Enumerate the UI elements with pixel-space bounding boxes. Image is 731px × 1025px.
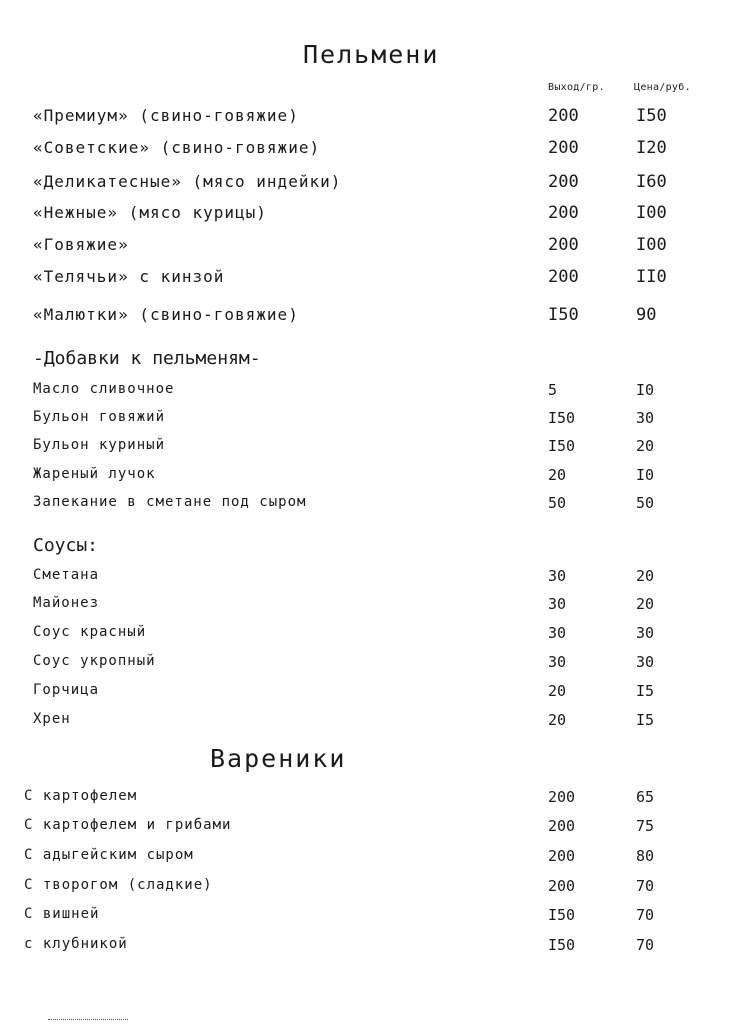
item-name: С картофелем — [24, 788, 138, 804]
item-name: С картофелем и грибами — [24, 817, 232, 833]
item-name: «Деликатесные» (мясо индейки) — [33, 172, 342, 191]
item-price: 20 — [636, 567, 655, 585]
item-name: Соус красный — [33, 624, 147, 640]
item-name: Майонез — [33, 595, 100, 611]
yield-column-header: Выход/гр. — [548, 82, 605, 93]
item-price: I0 — [636, 466, 655, 484]
item-name: Сметана — [33, 567, 100, 583]
item-yield: 30 — [548, 624, 567, 642]
item-price: 70 — [636, 877, 655, 895]
item-price: 50 — [636, 494, 655, 512]
item-yield: 30 — [548, 595, 567, 613]
item-price: 70 — [636, 906, 655, 924]
item-price: 30 — [636, 409, 655, 427]
item-yield: 200 — [548, 235, 579, 255]
item-yield: 20 — [548, 682, 567, 700]
item-yield: 200 — [548, 106, 579, 126]
item-name: с клубникой — [24, 936, 128, 952]
item-yield: 200 — [548, 877, 576, 895]
item-yield: 200 — [548, 817, 576, 835]
item-price: I5 — [636, 682, 655, 700]
item-name: «Малютки» (свино-говяжие) — [33, 305, 299, 324]
item-yield: I50 — [548, 305, 579, 325]
item-name: «Нежные» (мясо курицы) — [33, 203, 267, 222]
item-yield: 200 — [548, 847, 576, 865]
item-price: 70 — [636, 936, 655, 954]
item-name: Жареный лучок — [33, 466, 156, 482]
item-price: I50 — [636, 106, 667, 126]
vareniki-title: Вареники — [210, 744, 347, 773]
item-price: I00 — [636, 203, 667, 223]
item-name: «Премиум» (свино-говяжие) — [33, 106, 299, 125]
item-yield: 200 — [548, 138, 579, 158]
item-price: 65 — [636, 788, 655, 806]
item-price: I20 — [636, 138, 667, 158]
item-price: I0 — [636, 381, 655, 399]
item-name: Бульон куриный — [33, 437, 166, 453]
item-name: Запекание в сметане под сыром — [33, 494, 307, 510]
item-yield: 50 — [548, 494, 567, 512]
item-price: I00 — [636, 235, 667, 255]
item-yield: 20 — [548, 711, 567, 729]
item-name: Бульон говяжий — [33, 409, 166, 425]
item-name: Соус укропный — [33, 653, 156, 669]
item-yield: I50 — [548, 936, 576, 954]
item-yield: 200 — [548, 267, 579, 287]
item-yield: 30 — [548, 567, 567, 585]
item-name: «Говяжие» — [33, 235, 129, 254]
item-name: Горчица — [33, 682, 100, 698]
item-yield: I50 — [548, 409, 576, 427]
item-yield: 20 — [548, 466, 567, 484]
price-column-header: Цена/руб. — [634, 82, 691, 93]
item-name: С вишней — [24, 906, 100, 922]
item-yield: 200 — [548, 172, 579, 192]
sauces-title: Соусы: — [33, 535, 99, 556]
item-price: 75 — [636, 817, 655, 835]
pelmeni-title: Пельмени — [303, 40, 440, 69]
item-name: «Телячьи» с кинзой — [33, 267, 225, 286]
item-yield: 30 — [548, 653, 567, 671]
item-name: Масло сливочное — [33, 381, 175, 397]
additions-title: -Добавки к пельменям- — [33, 348, 261, 369]
item-price: 20 — [636, 437, 655, 455]
item-price: II0 — [636, 267, 667, 287]
item-name: «Советские» (свино-говяжие) — [33, 138, 321, 157]
item-price: 80 — [636, 847, 655, 865]
item-price: 20 — [636, 595, 655, 613]
item-price: I60 — [636, 172, 667, 192]
item-name: С адыгейским сыром — [24, 847, 194, 863]
item-price: 30 — [636, 653, 655, 671]
item-yield: I50 — [548, 906, 576, 924]
item-yield: 200 — [548, 203, 579, 223]
item-yield: I50 — [548, 437, 576, 455]
item-name: Хрен — [33, 711, 71, 727]
scan-edge-mark — [48, 1019, 128, 1025]
item-price: I5 — [636, 711, 655, 729]
item-yield: 5 — [548, 381, 558, 399]
item-yield: 200 — [548, 788, 576, 806]
item-price: 90 — [636, 305, 657, 325]
item-price: 30 — [636, 624, 655, 642]
item-name: С творогом (сладкие) — [24, 877, 213, 893]
